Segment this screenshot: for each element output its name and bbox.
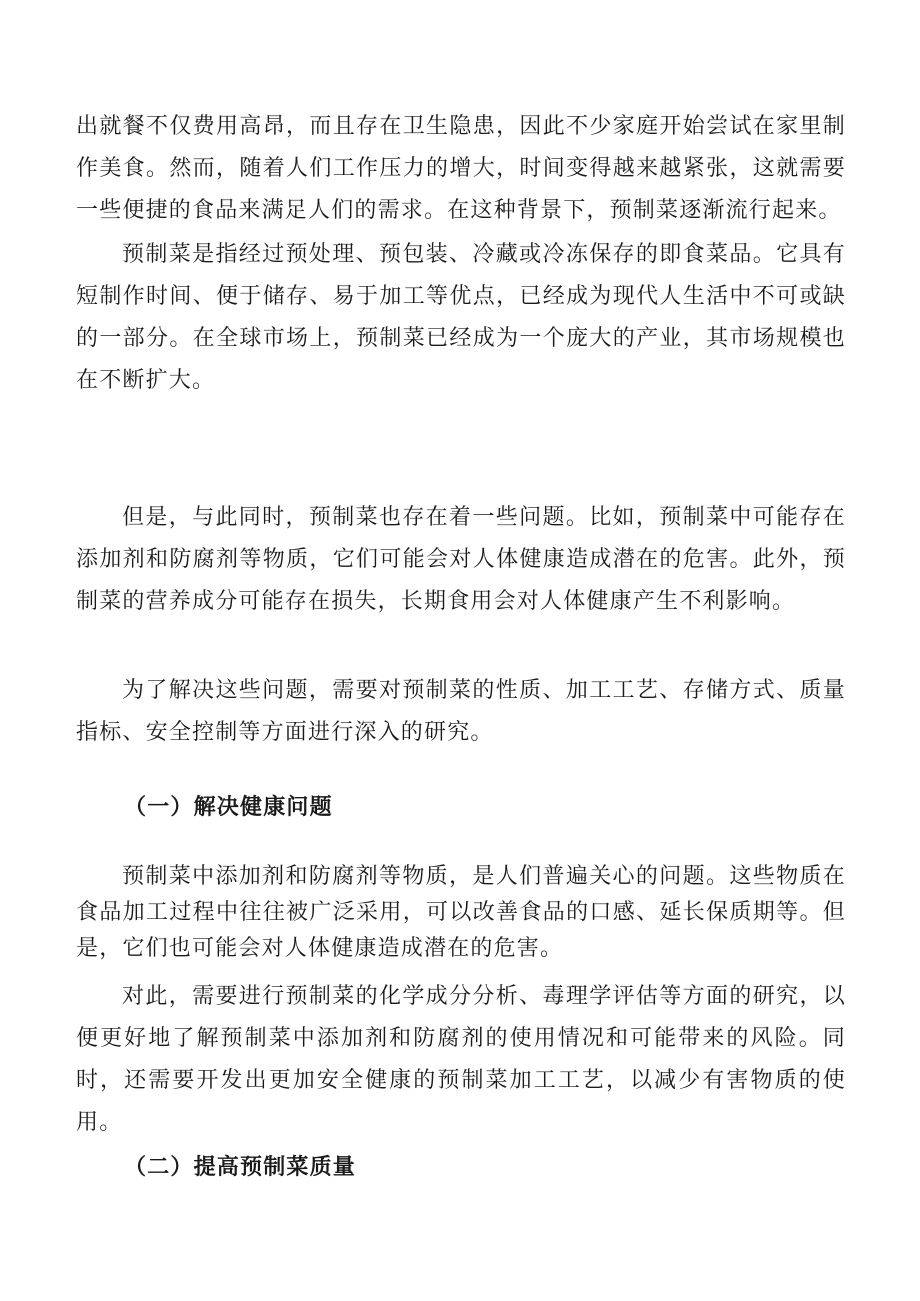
- paragraph-analysis: 对此，需要进行预制菜的化学成分分析、毒理学评估等方面的研究，以便更好地了解预制菜中添加剂和防腐剂的使用情况和可能带来的风险。同时，还需要开发出更加安全健康的预制菜加工工艺，以减少有害物质的使用。: [76, 984, 846, 1135]
- section-heading-quality: （二）提高预制菜质量: [124, 1154, 357, 1180]
- paragraph-intro-continuation: 出就餐不仅费用高昂，而且存在卫生隐患，因此不少家庭开始尝试在家里制作美食。然而，随着人们工作压力的增大，时间变得越来越紧张，这就需要一些便捷的食品来满足人们的需求。在这种背景下，预制菜逐渐流行起来。: [76, 114, 846, 223]
- section-heading-health: （一）解决健康问题: [124, 794, 333, 820]
- paragraph-additives: 预制菜中添加剂和防腐剂等物质，是人们普遍关心的问题。这些物质在食品加工过程中往往被广泛采用，可以改善食品的口感、延长保质期等。但是，它们也可能会对人体健康造成潜在的危害。: [76, 864, 846, 961]
- paragraph-problems: 但是，与此同时，预制菜也存在着一些问题。比如，预制菜中可能存在添加剂和防腐剂等物质，它们可能会对人体健康造成潜在的危害。此外，预制菜的营养成分可能存在损失，长期食用会对人体健康产生不利影响。: [76, 505, 846, 614]
- paragraph-definition: 预制菜是指经过预处理、预包装、冷藏或冷冻保存的即食菜品。它具有短制作时间、便于储存、易于加工等优点，已经成为现代人生活中不可或缺的一部分。在全球市场上，预制菜已经成为一个庞大的产业，其市场规模也在不断扩大。: [76, 242, 846, 393]
- paragraph-research-need: 为了解决这些问题，需要对预制菜的性质、加工工艺、存储方式、质量指标、安全控制等方面进行深入的研究。: [76, 678, 846, 745]
